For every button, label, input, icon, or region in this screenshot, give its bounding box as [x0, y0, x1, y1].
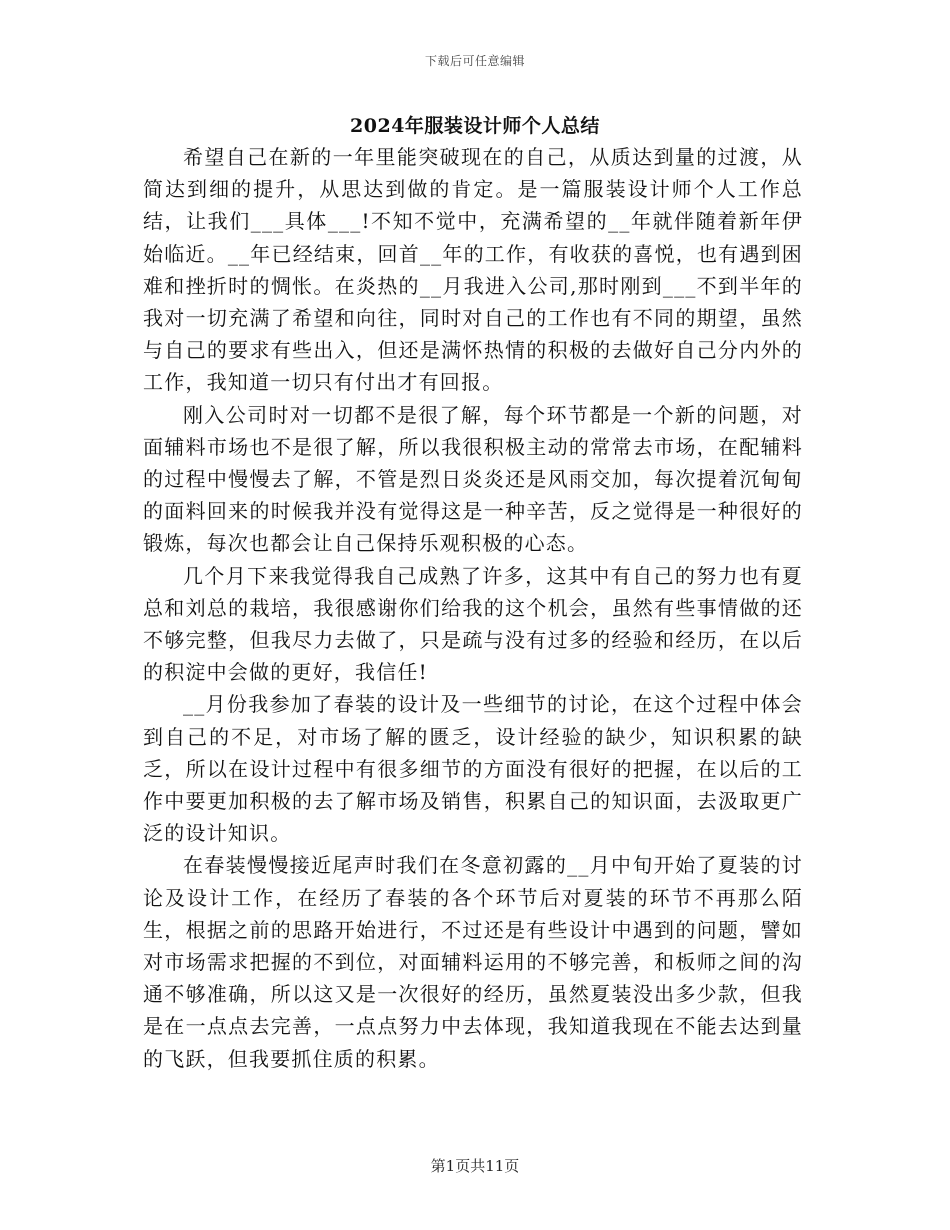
document-body — [143, 141, 803, 1075]
header-note: 下载后可任意编辑 — [424, 54, 525, 68]
paragraph: __月份我参加了春装的设计及一些细节的讨论，在这个过程中体会到自己的不足，对市场了解的匮乏，设计经验的缺少，知识积累的缺乏，所以在设计过程中有很多细节的方面没有很好的把握，在以后的工作中要更加积极的去了解市场及销售，积累自己的知识面，去汲取更广泛的设计知识。 — [143, 692, 803, 846]
paragraph: 希望自己在新的一年里能突破现在的自己，从质达到量的过渡，从简达到细的提升，从思达到做的肯定。是一篇服装设计师个人工作总结，让我们___具体___!不知不觉中，充满希望的__年就伴随着新年伊始临近。__年已经结束，回首__年的工作，有收获的喜悦，也有遇到困难和挫折时的惆怅。在炎热的__月我进入公司,那时刚到___不到半年的我对一切充满了希望和向往，同时对自己的工作也有不同的期望，虽然与自己的要求有些出入，但还是满怀热情的积极的去做好自己分内外的工作，我知道一切只有付出才有回报。 — [143, 145, 803, 395]
paragraph: 几个月下来我觉得我自己成熟了许多，这其中有自己的努力也有夏总和刘总的栽培，我很感谢你们给我的这个机会，虽然有些事情做的还不够完整，但我尽力去做了，只是疏与没有过多的经验和经历，在以后的积淀中会做的更好，我信任! — [143, 563, 803, 685]
page-footer: 第1页共11页 — [430, 1157, 520, 1175]
document-title: 2024年服装设计师个人总结 — [350, 115, 600, 137]
paragraph: 在春装慢慢接近尾声时我们在冬意初露的__月中旬开始了夏装的讨论及设计工作，在经历了春装的各个环节后对夏装的环节不再那么陌生，根据之前的思路开始进行，不过还是有些设计中遇到的问题，譬如对市场需求把握的不到位，对面辅料运用的不够完善，和板师之间的沟通不够准确，所以这又是一次很好的经历，虽然夏装没出多少款，但我是在一点点去完善，一点点努力中去体现，我知道我现在不能去达到量的飞跃，但我要抓住质的积累。 — [143, 853, 803, 1071]
paragraph: 刚入公司时对一切都不是很了解，每个环节都是一个新的问题，对面辅料市场也不是很了解，所以我很积极主动的常常去市场，在配辅料的过程中慢慢去了解，不管是烈日炎炎还是风雨交加，每次提着沉甸甸的面料回来的时候我并没有觉得这是一种辛苦，反之觉得是一种很好的锻炼，每次也都会让自己保持乐观积极的心态。 — [143, 402, 803, 556]
